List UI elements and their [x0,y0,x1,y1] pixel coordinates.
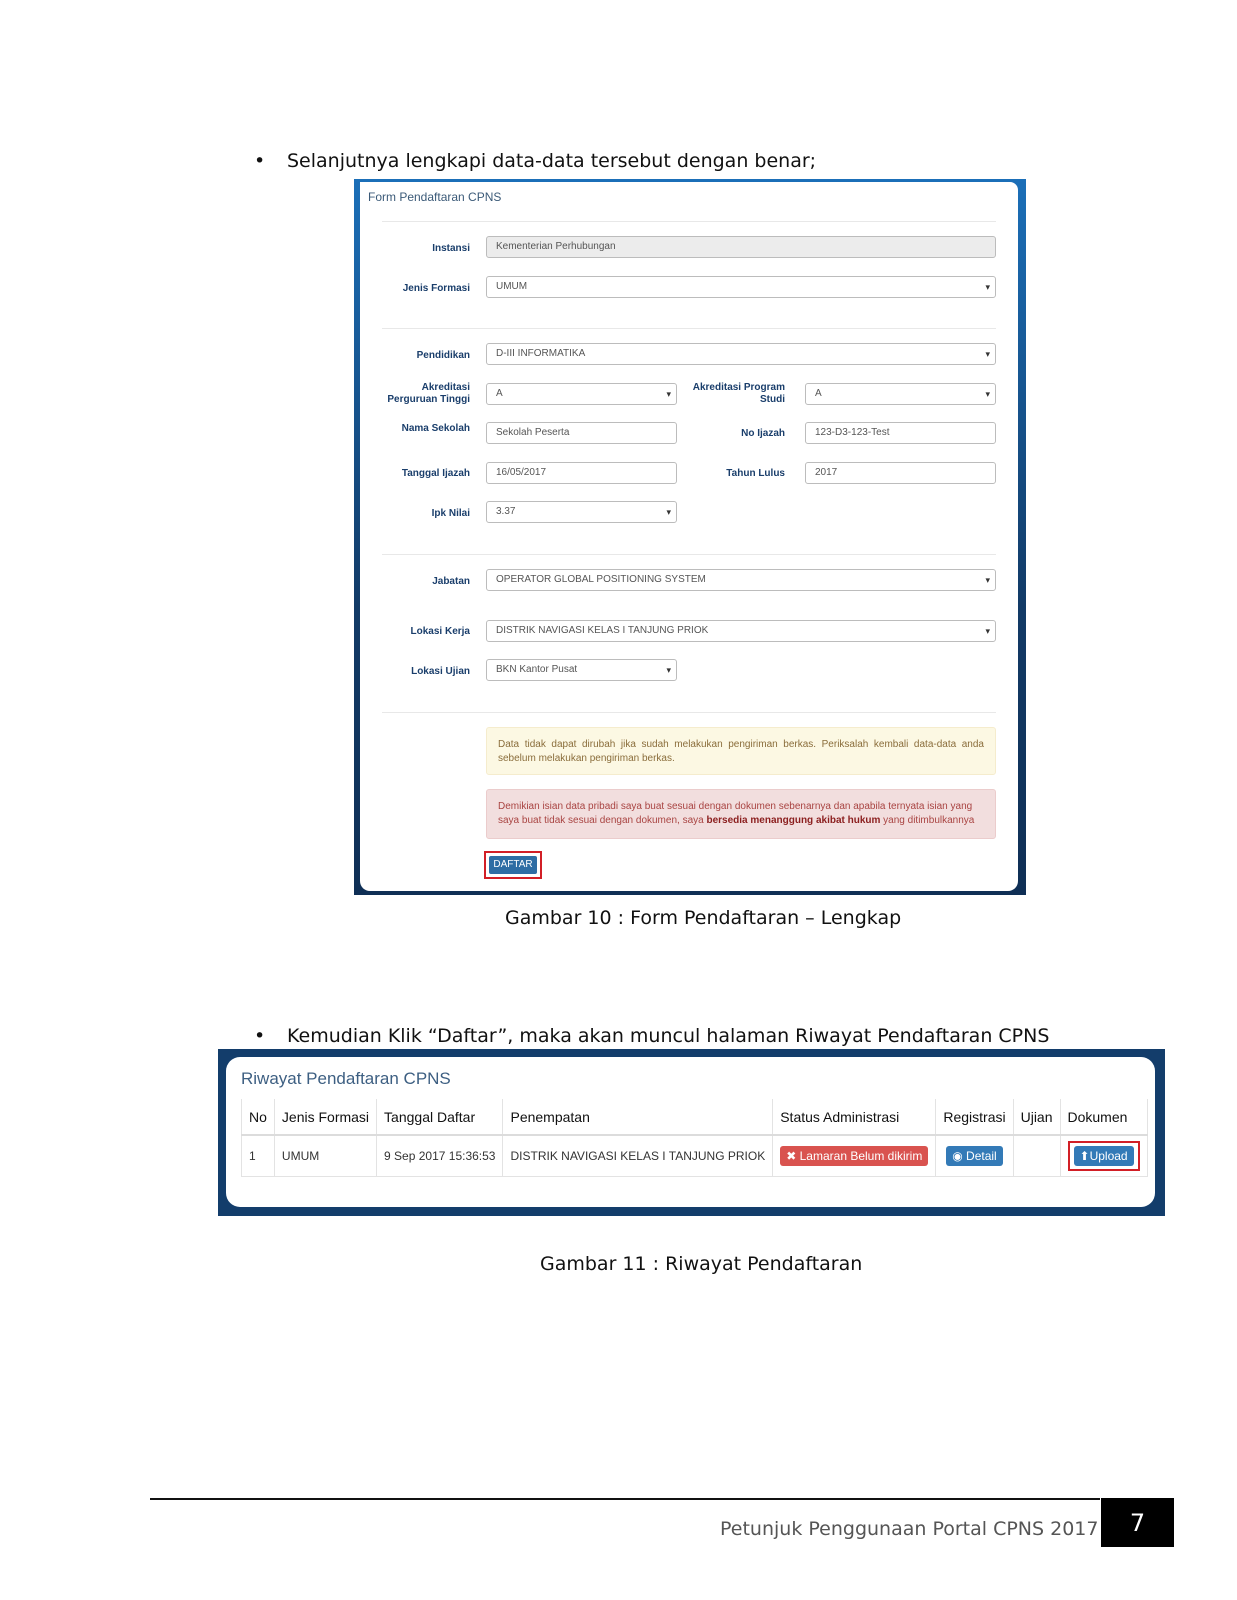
divider [382,221,996,222]
column-header: Penempatan [503,1099,773,1135]
jenis-formasi-label: Jenis Formasi [402,283,470,294]
instansi-label: Instansi [432,243,470,254]
riwayat-panel [226,1057,1155,1207]
column-header: No [242,1099,275,1135]
form-screenshot [354,179,1026,895]
instansi-input[interactable]: Kementerian Perhubungan [486,236,996,258]
warning-alert: Data tidak dapat dirubah jika sudah melakukan pengiriman berkas. Periksalah kembali data-data anda sebelum melakukan pengiriman berkas. [486,727,996,775]
pendidikan-select[interactable]: D-III INFORMATIKA ▾ [486,343,996,365]
no-ijazah-input[interactable]: 123-D3-123-Test [805,422,996,444]
form-panel [360,182,1018,891]
page-number: 7 [1101,1498,1174,1547]
daftar-highlight [484,851,542,879]
akreditasi-prodi-select[interactable]: A ▾ [805,383,996,405]
tanggal-ijazah-label: Tanggal Ijazah [401,468,470,479]
jenis-formasi-select[interactable]: UMUM ▾ [486,276,996,298]
cell-dokumen [1060,1135,1147,1177]
tahun-lulus-input[interactable]: 2017 [805,462,996,484]
daftar-button[interactable]: DAFTAR [489,856,537,874]
ipk-label: Ipk Nilai [431,508,470,519]
cell-status [773,1135,936,1177]
divider [382,554,996,555]
pendidikan-label: Pendidikan [416,350,470,361]
danger-bold-text: bersedia menanggung akibat hukum [706,815,881,826]
lokasi-ujian-select[interactable]: BKN Kantor Pusat ▾ [486,659,677,681]
detail-button-label: Detail [966,1149,997,1163]
divider [382,712,996,713]
column-header: Jenis Formasi [274,1099,376,1135]
ipk-select[interactable]: 3.37 ▾ [486,501,677,523]
table-row [242,1135,1148,1177]
akreditasi-pt-label: Akreditasi Perguruan Tinggi [387,382,470,405]
upload-button[interactable] [1074,1146,1134,1166]
column-header: Dokumen [1060,1099,1147,1135]
detail-button[interactable] [946,1146,1003,1166]
danger-text: Demikian isian data pribadi saya buat sesuai dengan dokumen sebenarnya dan apabila ternyata isian yang saya buat tidak sesuai dengan dokumen, saya [498,801,973,826]
table-header-row [242,1099,1148,1135]
column-header: Tanggal Daftar [377,1099,503,1135]
nama-sekolah-input[interactable]: Sekolah Peserta [486,422,677,444]
cell-registrasi [936,1135,1013,1177]
status-badge-label: Lamaran Belum dikirim [799,1149,923,1163]
lokasi-ujian-label: Lokasi Ujian [411,666,470,677]
lokasi-kerja-label: Lokasi Kerja [410,626,470,637]
lokasi-kerja-select[interactable]: DISTRIK NAVIGASI KELAS I TANJUNG PRIOK ▾ [486,620,996,642]
jabatan-label: Jabatan [432,576,470,587]
footer-rule [150,1498,1100,1500]
divider [382,328,996,329]
akreditasi-prodi-label: Akreditasi Program Studi [692,382,785,405]
riwayat-table [241,1099,1148,1177]
close-icon: ✖ [786,1149,797,1163]
column-header: Registrasi [936,1099,1013,1135]
caption-figure-11: Gambar 11 : Riwayat Pendaftaran [540,1253,863,1275]
cell-ujian [1013,1135,1060,1177]
danger-alert [486,789,996,839]
bullet-text: Selanjutnya lengkapi data-data tersebut dengan benar; [287,150,817,172]
bullet-dot: • [254,150,266,172]
caption-figure-10: Gambar 10 : Form Pendaftaran – Lengkap [505,907,902,929]
jabatan-select[interactable]: OPERATOR GLOBAL POSITIONING SYSTEM ▾ [486,569,996,591]
akreditasi-pt-select[interactable]: A ▾ [486,383,677,405]
nama-sekolah-label: Nama Sekolah [401,423,470,434]
form-title: Form Pendaftaran CPNS [368,190,502,204]
riwayat-screenshot [218,1049,1165,1216]
cell-jenis-formasi: UMUM [274,1135,376,1177]
status-badge [780,1146,928,1166]
riwayat-title: Riwayat Pendaftaran CPNS [241,1069,451,1088]
bullet-dot: • [254,1025,266,1047]
no-ijazah-label: No Ijazah [741,428,785,439]
column-header: Ujian [1013,1099,1060,1135]
upload-icon: ⬆ [1079,1149,1090,1163]
upload-highlight [1068,1141,1140,1171]
cell-penempatan: DISTRIK NAVIGASI KELAS I TANJUNG PRIOK [503,1135,773,1177]
bullet-text: Kemudian Klik “Daftar”, maka akan muncul halaman Riwayat Pendaftaran CPNS [287,1025,1050,1047]
cell-no: 1 [242,1135,275,1177]
eye-icon: ◉ [952,1149,963,1163]
tahun-lulus-label: Tahun Lulus [726,468,785,479]
column-header: Status Administrasi [773,1099,936,1135]
upload-button-label: Upload [1089,1149,1128,1163]
cell-tanggal-daftar: 9 Sep 2017 15:36:53 [377,1135,503,1177]
footer-text: Petunjuk Penggunaan Portal CPNS 2017 [720,1518,1099,1540]
danger-text: yang ditimbulkannya [880,815,975,826]
tanggal-ijazah-input[interactable]: 16/05/2017 [486,462,677,484]
